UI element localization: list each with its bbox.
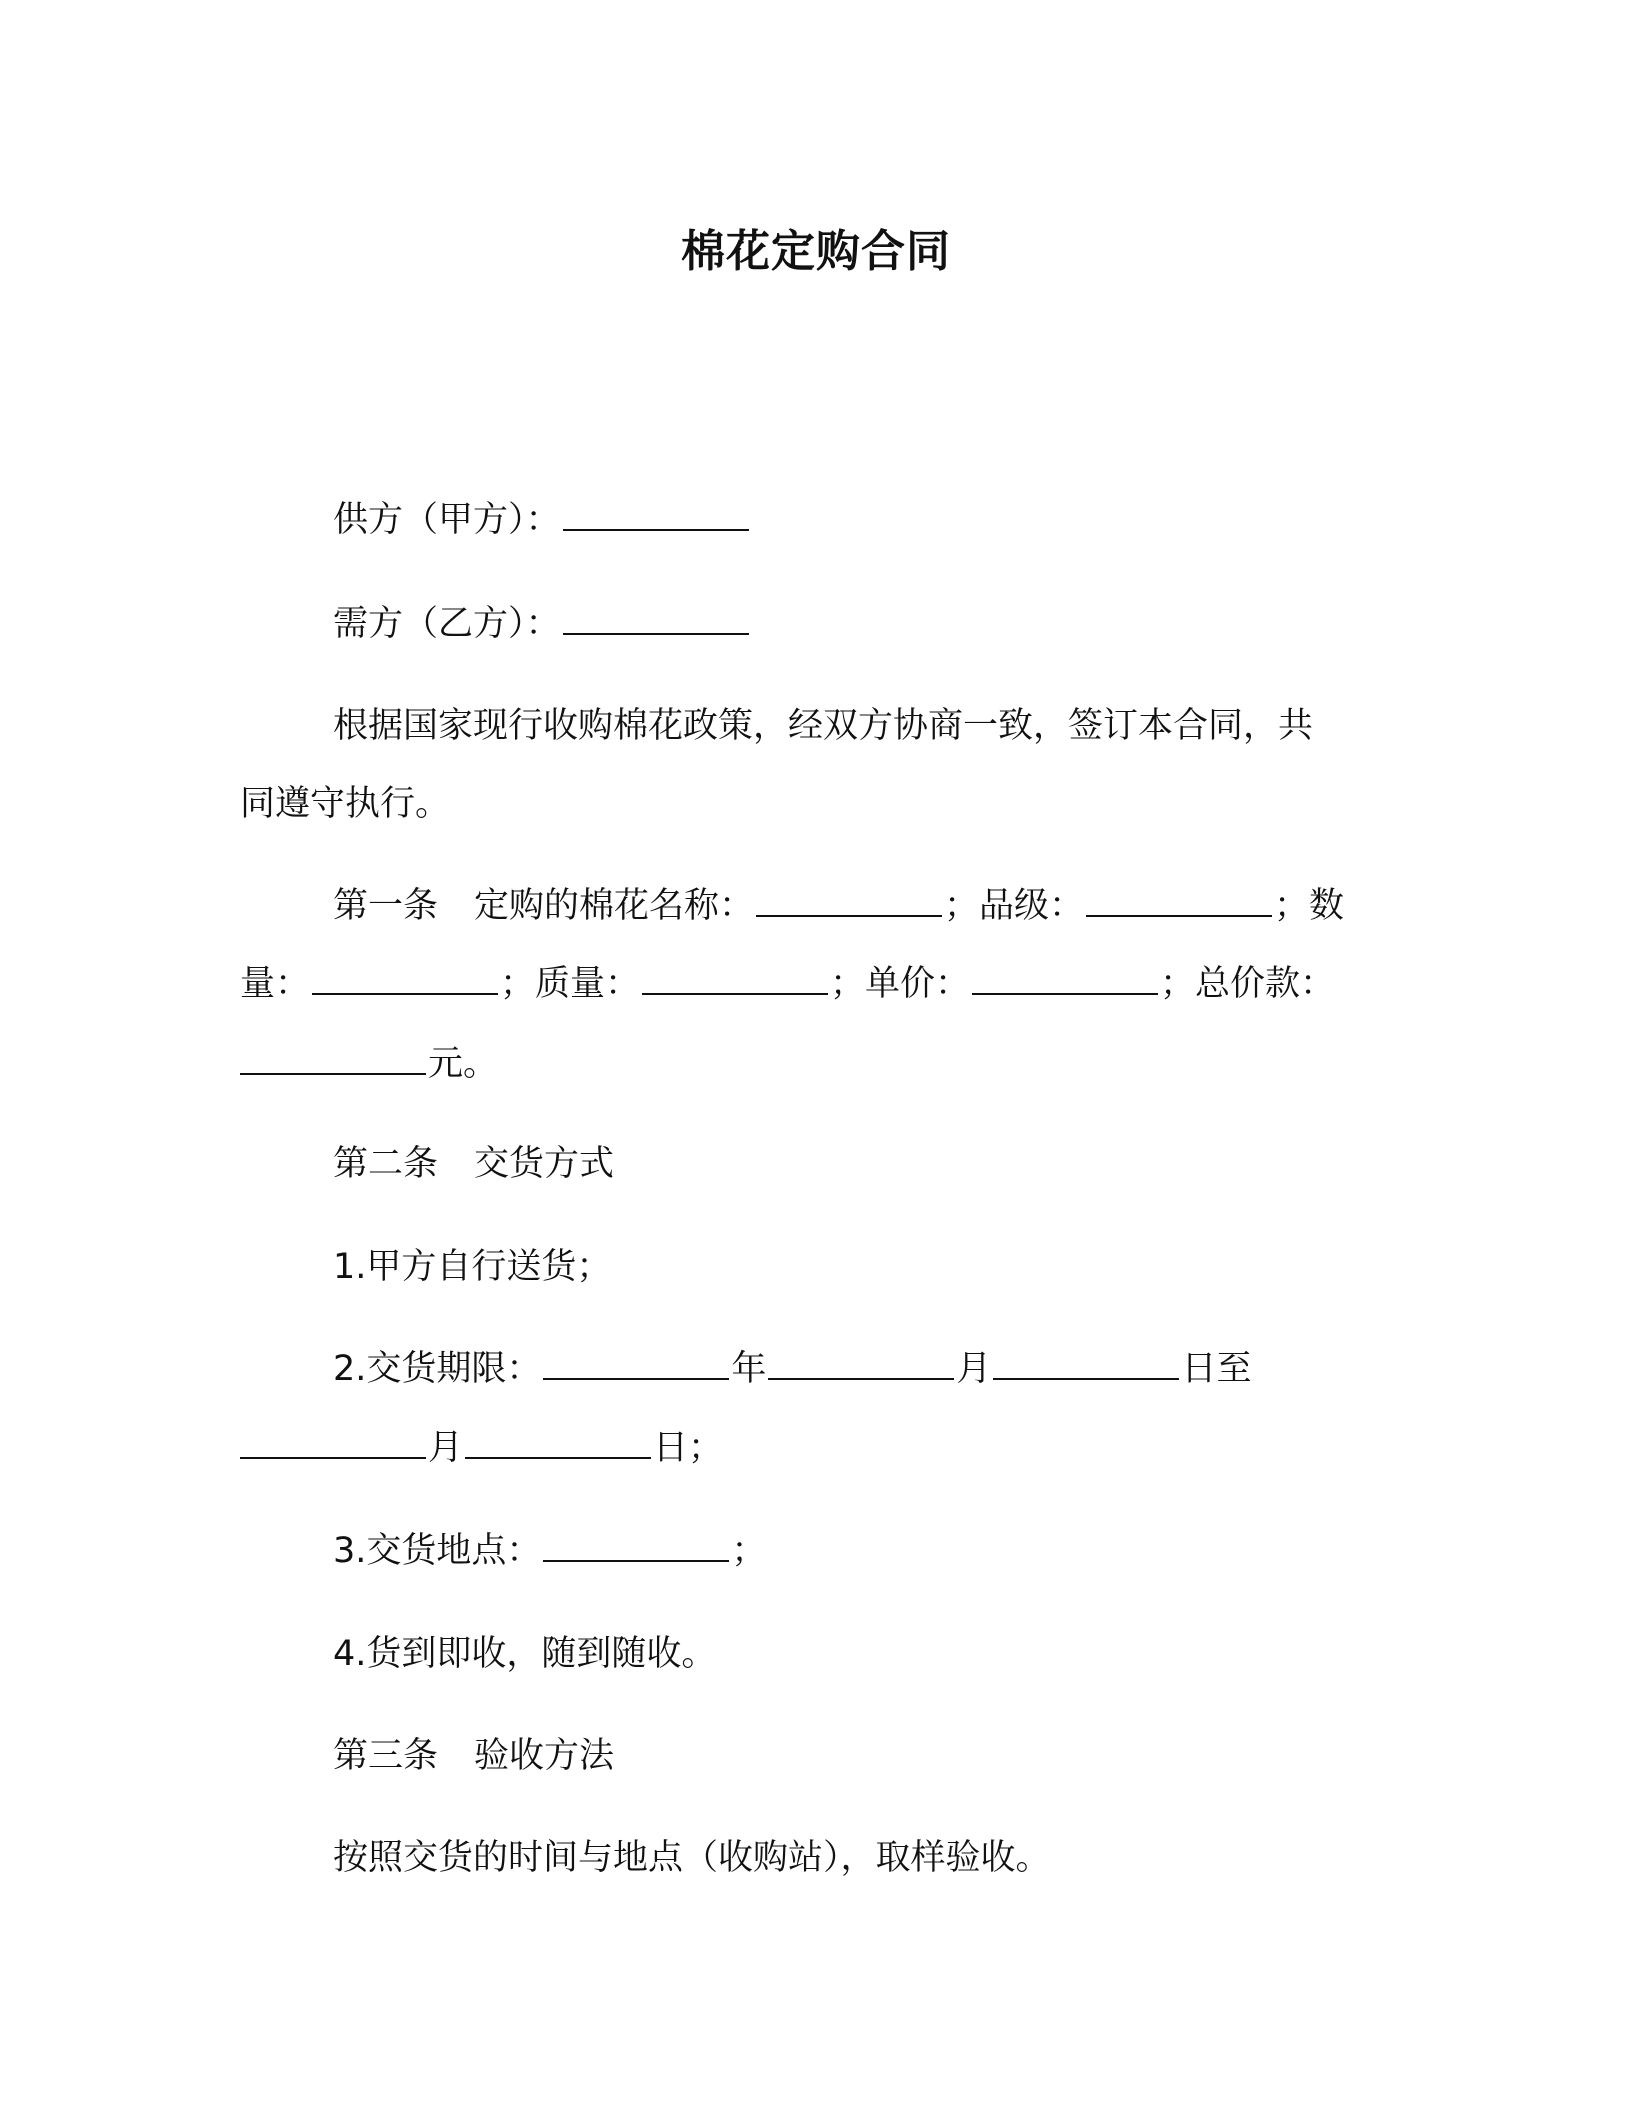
article3-title: 验收方法 — [474, 1736, 615, 1776]
preamble-line-2: 同遵守执行。 — [240, 784, 451, 824]
end-day-label: 日； — [653, 1428, 724, 1468]
year-blank — [543, 1352, 729, 1380]
article2-heading: 第二条 — [333, 1144, 439, 1184]
article1-cotton-name-label: 定购的棉花名称： — [474, 886, 755, 926]
preamble-line-1: 根据国家现行收购棉花政策，经双方协商一致，签订本合同，共 — [333, 706, 1314, 746]
article1-heading: 第一条 — [333, 886, 439, 926]
article2-item-2-line-2 — [240, 1424, 723, 1472]
article1-quality-label: ；质量： — [500, 964, 641, 1004]
article3-body: 按照交货的时间与地点（收购站），取样验收。 — [333, 1838, 1051, 1878]
supplier-label: 供方（甲方）： — [333, 500, 561, 540]
month-label: 月 — [956, 1349, 992, 1389]
end-month-blank — [240, 1431, 426, 1459]
day-to-label: 日至 — [1181, 1349, 1252, 1389]
delivery-place-blank — [543, 1534, 729, 1562]
article1-line-2 — [240, 960, 1335, 1008]
year-label: 年 — [731, 1349, 767, 1389]
quantity-blank — [312, 967, 498, 995]
article2-item-3 — [333, 1527, 766, 1575]
article1-line-1 — [333, 882, 1344, 930]
supplier-blank — [563, 503, 749, 531]
buyer-label: 需方（乙方）： — [333, 604, 561, 644]
end-day-blank — [465, 1431, 651, 1459]
supplier-line — [333, 496, 751, 544]
article3-heading-line — [333, 1732, 614, 1780]
unit-price-blank — [972, 967, 1158, 995]
article1-line-3 — [240, 1040, 498, 1088]
article1-quantity-label-end: 量： — [240, 964, 311, 1004]
grade-blank — [1086, 889, 1272, 917]
buyer-line — [333, 600, 751, 648]
cotton-name-blank — [756, 889, 942, 917]
delivery-place-label: 3.交货地点： — [333, 1531, 542, 1571]
quality-blank — [642, 967, 828, 995]
article1-quantity-label-start: ；数 — [1274, 886, 1345, 926]
article1-total-price-label: ；总价款： — [1160, 964, 1336, 1004]
article1-unit-price-label: ；单价： — [830, 964, 971, 1004]
article2-title: 交货方式 — [474, 1144, 615, 1184]
article2-item-4: 4.货到即收，随到随收。 — [333, 1634, 717, 1674]
month-blank — [768, 1352, 954, 1380]
article2-item-2-line-1 — [333, 1345, 1251, 1393]
article2-heading-line — [333, 1140, 614, 1188]
buyer-blank — [563, 607, 749, 635]
document-title: 棉花定购合同 — [681, 226, 951, 277]
day-blank — [993, 1352, 1179, 1380]
delivery-place-end: ； — [731, 1531, 767, 1571]
delivery-period-label: 2.交货期限： — [333, 1349, 542, 1389]
article3-heading: 第三条 — [333, 1736, 439, 1776]
article1-grade-label: ；品级： — [944, 886, 1085, 926]
total-price-blank — [240, 1047, 426, 1075]
article1-currency-unit: 元。 — [428, 1044, 499, 1084]
end-month-label: 月 — [428, 1428, 464, 1468]
article2-item-1: 1.甲方自行送货； — [333, 1247, 612, 1287]
